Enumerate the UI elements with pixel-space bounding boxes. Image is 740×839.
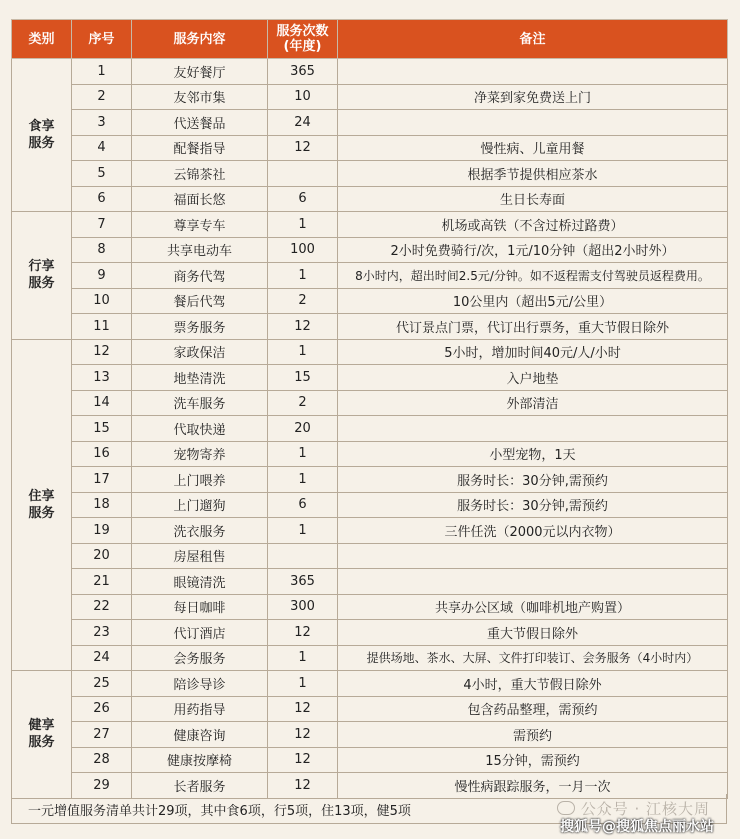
row-no: 23 [72,620,132,646]
table-row [12,365,728,391]
category-cell: 行享 服务 [12,212,72,340]
row-remark [338,416,728,442]
row-remark: 外部清洁 [338,390,728,416]
row-remark: 15分钟，需预约 [338,747,728,773]
row-count: 300 [268,594,338,620]
row-remark: 慢性病跟踪服务，一月一次 [338,773,728,799]
row-no: 2 [72,84,132,110]
table-row [12,288,728,314]
row-remark: 4小时，重大节假日除外 [338,671,728,697]
row-count: 365 [268,569,338,595]
row-remark: 5小时，增加时间40元/人/小时 [338,339,728,365]
service-table-frame [11,19,727,799]
row-no: 8 [72,237,132,263]
row-remark: 8小时内，超出时间2.5元/分钟。如不返程需支付驾驶员返程费用。 [338,263,728,289]
row-count: 10 [268,84,338,110]
row-service: 上门遛狗 [132,492,268,518]
sohu-watermark: 搜狐号@搜狐焦点丽水站 [560,819,714,835]
row-service: 商务代驾 [132,263,268,289]
table-row [12,212,728,238]
table-row [12,84,728,110]
wechat-icon [557,801,575,815]
row-service: 用药指导 [132,696,268,722]
table-row [12,314,728,340]
row-no: 29 [72,773,132,799]
footer-summary: 一元增值服务清单共计29项，其中食6项，行5项，住13项，健5项 [28,804,411,819]
category-cell: 住享 服务 [12,339,72,671]
row-count: 1 [268,518,338,544]
row-remark: 需预约 [338,722,728,748]
row-count: 20 [268,416,338,442]
row-no: 16 [72,441,132,467]
row-count: 1 [268,645,338,671]
row-count: 12 [268,620,338,646]
table-row [12,543,728,569]
row-count: 6 [268,186,338,212]
row-no: 19 [72,518,132,544]
header-content: 服务内容 [132,20,268,59]
row-service: 家政保洁 [132,339,268,365]
row-service: 代取快递 [132,416,268,442]
category-cell: 食享 服务 [12,59,72,212]
table-row [12,339,728,365]
table-row [12,416,728,442]
row-remark: 根据季节提供相应茶水 [338,161,728,187]
table-header-row [12,20,728,59]
row-no: 20 [72,543,132,569]
row-count: 12 [268,314,338,340]
row-service: 每日咖啡 [132,594,268,620]
row-remark: 共享办公区域（咖啡机地产购置） [338,594,728,620]
row-count: 365 [268,59,338,85]
row-service: 眼镜清洗 [132,569,268,595]
row-count: 12 [268,747,338,773]
row-service: 健康按摩椅 [132,747,268,773]
row-no: 5 [72,161,132,187]
row-no: 13 [72,365,132,391]
row-service: 餐后代驾 [132,288,268,314]
row-no: 1 [72,59,132,85]
row-no: 27 [72,722,132,748]
table-row [12,569,728,595]
row-count: 15 [268,365,338,391]
row-count: 24 [268,110,338,136]
row-count: 12 [268,135,338,161]
row-remark [338,110,728,136]
row-no: 25 [72,671,132,697]
row-no: 24 [72,645,132,671]
row-count: 1 [268,671,338,697]
row-no: 17 [72,467,132,493]
row-service: 配餐指导 [132,135,268,161]
table-row [12,186,728,212]
table-row [12,594,728,620]
row-no: 10 [72,288,132,314]
row-service: 云锦茶社 [132,161,268,187]
row-service: 尊享专车 [132,212,268,238]
table-row [12,747,728,773]
wechat-watermark-text: 公众号 · 江核大周 [580,800,710,818]
row-service: 房屋租售 [132,543,268,569]
header-count: 服务次数 (年度) [268,20,338,59]
row-no: 15 [72,416,132,442]
row-count: 1 [268,467,338,493]
row-service: 洗车服务 [132,390,268,416]
header-category: 类别 [12,20,72,59]
table-row [12,110,728,136]
row-remark: 生日长寿面 [338,186,728,212]
row-no: 12 [72,339,132,365]
row-service: 地垫清洗 [132,365,268,391]
row-no: 21 [72,569,132,595]
row-service: 陪诊导诊 [132,671,268,697]
row-count: 2 [268,390,338,416]
table-row [12,671,728,697]
table-row [12,441,728,467]
row-no: 3 [72,110,132,136]
row-remark: 慢性病、儿童用餐 [338,135,728,161]
row-remark: 重大节假日除外 [338,620,728,646]
table-row [12,518,728,544]
row-remark [338,569,728,595]
row-remark: 服务时长：30分钟,需预约 [338,467,728,493]
table-row [12,722,728,748]
table-row [12,59,728,85]
table-row [12,263,728,289]
table-row [12,492,728,518]
row-count: 6 [268,492,338,518]
row-service: 代送餐品 [132,110,268,136]
service-table [11,19,728,799]
row-remark: 净菜到家免费送上门 [338,84,728,110]
row-no: 9 [72,263,132,289]
row-service: 洗衣服务 [132,518,268,544]
row-remark: 代订景点门票，代订出行票务，重大节假日除外 [338,314,728,340]
row-remark: 服务时长：30分钟,需预约 [338,492,728,518]
row-remark: 包含药品整理，需预约 [338,696,728,722]
row-service: 代订酒店 [132,620,268,646]
row-remark: 三件任洗（2000元以内衣物） [338,518,728,544]
row-remark [338,59,728,85]
row-no: 6 [72,186,132,212]
row-no: 14 [72,390,132,416]
row-remark [338,543,728,569]
header-remark: 备注 [338,20,728,59]
row-count: 100 [268,237,338,263]
row-remark: 入户地垫 [338,365,728,391]
row-no: 4 [72,135,132,161]
row-no: 7 [72,212,132,238]
row-remark: 2小时免费骑行/次，1元/10分钟（超出2小时外） [338,237,728,263]
row-no: 18 [72,492,132,518]
table-row [12,620,728,646]
table-row [12,467,728,493]
category-cell: 健享 服务 [12,671,72,799]
row-service: 宠物寄养 [132,441,268,467]
table-row [12,135,728,161]
row-service: 长者服务 [132,773,268,799]
header-no: 序号 [72,20,132,59]
row-count: 2 [268,288,338,314]
table-body [12,59,728,799]
row-service: 票务服务 [132,314,268,340]
row-no: 11 [72,314,132,340]
row-service: 上门喂养 [132,467,268,493]
table-row [12,237,728,263]
row-no: 26 [72,696,132,722]
row-no: 28 [72,747,132,773]
row-service: 会务服务 [132,645,268,671]
row-remark: 10公里内（超出5元/公里） [338,288,728,314]
row-count [268,161,338,187]
table-row [12,161,728,187]
row-count: 1 [268,212,338,238]
row-count: 12 [268,722,338,748]
row-no: 22 [72,594,132,620]
row-remark: 机场或高铁（不含过桥过路费） [338,212,728,238]
row-count: 1 [268,441,338,467]
row-count: 1 [268,339,338,365]
row-service: 友邻市集 [132,84,268,110]
row-service: 福面长悠 [132,186,268,212]
table-row [12,390,728,416]
row-count: 12 [268,773,338,799]
row-remark: 提供场地、茶水、大屏、文件打印装订、会务服务（4小时内） [338,645,728,671]
row-count: 12 [268,696,338,722]
row-count: 1 [268,263,338,289]
row-service: 友好餐厅 [132,59,268,85]
row-remark: 小型宠物，1天 [338,441,728,467]
row-count [268,543,338,569]
table-row [12,645,728,671]
row-service: 共享电动车 [132,237,268,263]
row-service: 健康咨询 [132,722,268,748]
table-row [12,696,728,722]
